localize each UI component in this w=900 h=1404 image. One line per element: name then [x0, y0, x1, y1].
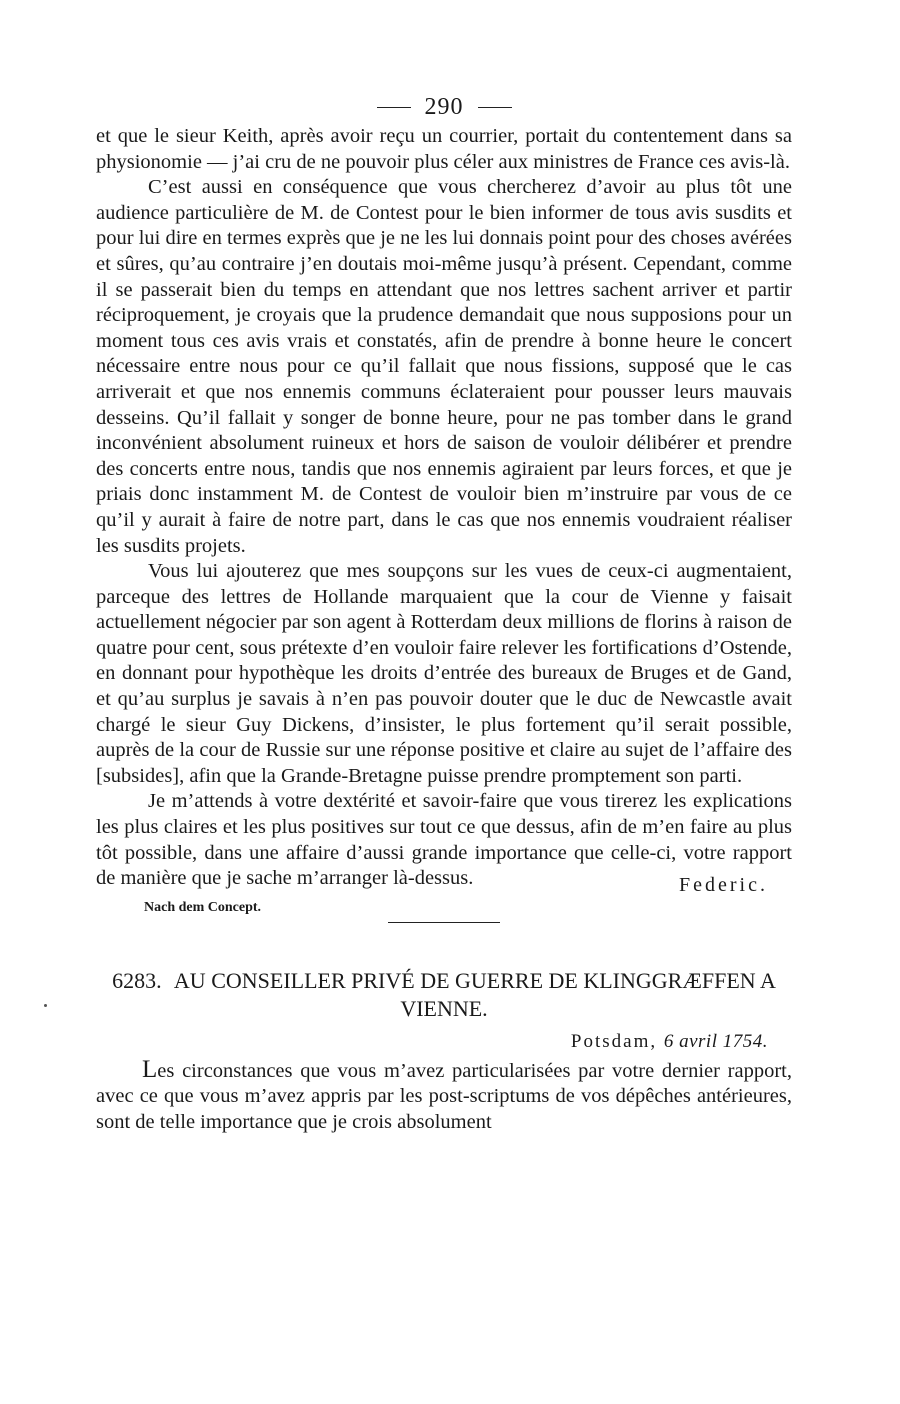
signature-block [96, 873, 792, 918]
dateline [96, 1027, 768, 1057]
header-dash-right [478, 107, 512, 108]
section-divider [388, 922, 500, 923]
new-letter-body [96, 1057, 792, 1136]
paragraph-continuation: et que le sieur Keith, après avoir reçu un courrier, portait du contentement dans sa physionomie — j’ai cru de ne pouvoir plus céler aux ministres de France ces avis-là. [96, 125, 792, 173]
paragraph-contest: C’est aussi en conséquence que vous chercherez d’avoir au plus tôt une audience particulière de M. de Contest pour le bien informer de tous avis susdits et pour lui dire en termes exprès que je ne les lui donnais point pour des choses avérées et sûres, qu’au contraire j’en doutais moi-même jusqu’à présent. Cependant, comme il se passerait bien du temps en attendant que nos lettres sachent arriver et partir réciproquement, je croyais que la prudence demandait que nous supposions pour un moment tous ces avis vrais et constatés, afin de prendre à bonne heure le concert nécessaire entre nous pour ce qu’il fallait que nous fissions, supposé que le cas arriverait et que nos ennemis communs éclateraient pour pousser leurs mauvais desseins. Qu’il fallait y songer de bonne heure, pour ne pas tomber dans le grand inconvénient absolument ruineux et hors de saison de vouloir délibérer et prendre des concerts entre nous, tandis que nos ennemis agiraient par leurs forces, et que je priais donc instamment M. de Contest de vouloir bien m’instruire par vous de ce qu’il y aurait à faire de notre part, dans le cas que nos ennemis voudraient réaliser les susdits projets. [96, 176, 792, 557]
opening-text: es circonstances que vous m’avez particularisées par votre dernier rapport, avec ce que vous m’avez appris par les post-scriptums de vos dépêches antérieures, sont de telle importance que je crois absolument [96, 1059, 792, 1133]
paragraph-suspicions: Vous lui ajouterez que mes soupçons sur les vues de ceux-ci augmentaient, parceque des lettres de Hollande marquaient que la cour de Vienne y faisait actuellement négocier par son agent à Rotterdam deux millions de florins à raison de quatre pour cent, sous prétexte d’en vouloir faire relever les fortifications d’Ostende, en donnant pour hypothèque les droits d’entrée des bureaux de Bruges et de Gand, et qu’au surplus je savais à n’en pas pouvoir douter que le duc de Newcastle avait chargé le sieur Guy Dickens, d’insister, le plus fortement qu’il serait possible, auprès de la cour de Russie sur une réponse positive et claire au sujet de l’affaire des [subsides], afin que la Grande-Bretagne puisse prendre promptement son parti. [96, 560, 792, 787]
stray-mark [44, 1004, 47, 1007]
dateline-place: Potsdam, [570, 1030, 658, 1052]
page-header [96, 90, 792, 124]
opening-initial: L [142, 1055, 158, 1083]
letter-title: AU CONSEILLER PRIVÉ DE GUERRE DE KLINGGRÆFFEN A VIENNE. [173, 967, 776, 1021]
book-page [96, 90, 792, 1136]
page-number: 290 [424, 93, 464, 120]
dateline-date: 6 avril 1754. [663, 1030, 768, 1052]
letter-number: 6283. [112, 967, 162, 993]
letter-body [96, 124, 792, 892]
signature: Federic. [679, 873, 768, 896]
header-dash-left [377, 107, 411, 108]
paragraph-closing: Je m’attends à votre dextérité et savoir-faire que vous tirerez les explications les plus claires et les plus positives sur tout ce que dessus, afin de m’en faire au plus tôt possible, dans une affaire d’aussi grande importance que celle-ci, votre rapport de manière que je sache m’arranger là-dessus. [96, 790, 792, 890]
new-letter-opening-paragraph [96, 1057, 792, 1136]
source-note: Nach dem Concept. [144, 899, 262, 915]
letter-heading [96, 967, 792, 1023]
